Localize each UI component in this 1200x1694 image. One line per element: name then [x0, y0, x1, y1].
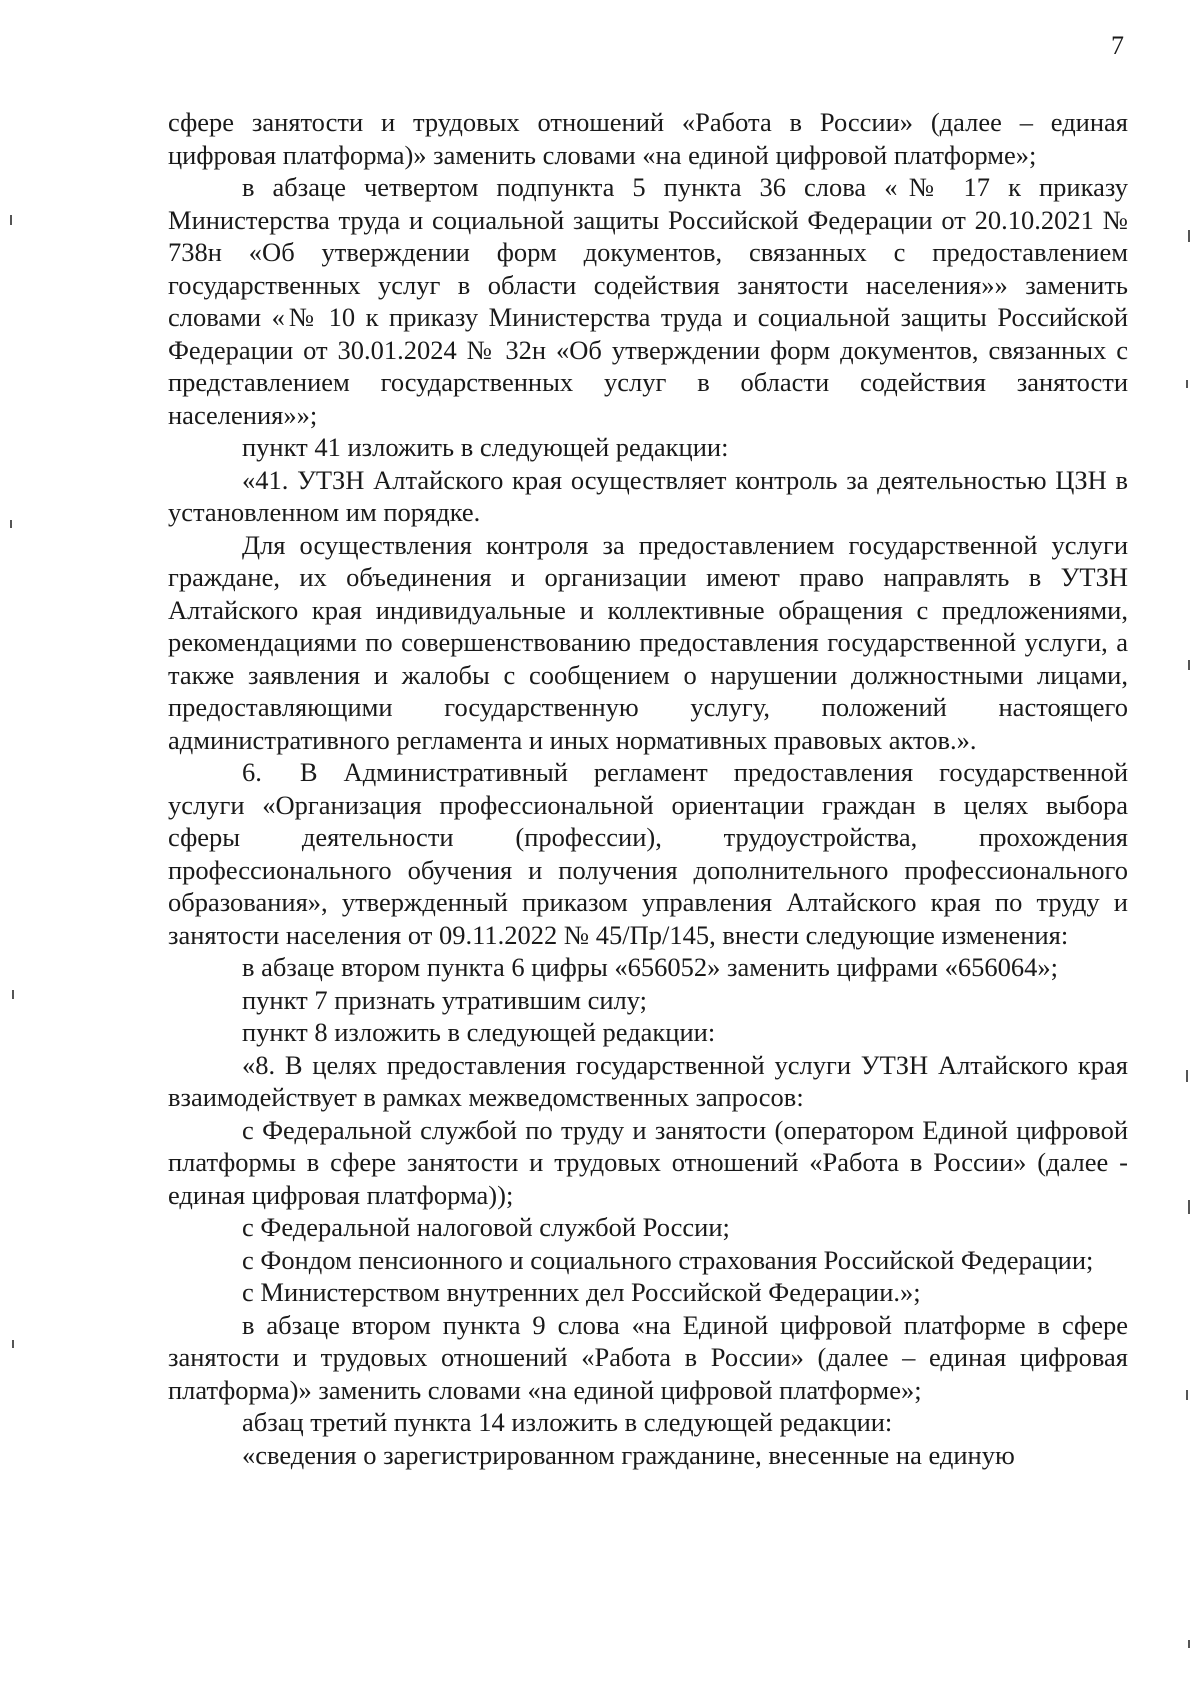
item-number: 6.	[242, 757, 262, 787]
paragraph: «8. В целях предоставления государственной услуги УТЗН Алтайского края взаимодействует в рамках межведомственных запросов:	[168, 1049, 1128, 1112]
paragraph: с Фондом пенсионного и социального страхования Российской Федерации;	[242, 1244, 1094, 1275]
numbered-paragraph	[168, 756, 1128, 951]
scan-mark	[1188, 1640, 1190, 1648]
paragraph: в абзаце втором пункта 6 цифры «656052» заменить цифрами «656064»;	[242, 952, 1058, 982]
scan-mark	[1188, 1200, 1190, 1214]
paragraph: «сведения о зарегистрированном гражданине, внесенные на единую	[242, 1439, 1015, 1470]
scan-mark	[1188, 660, 1190, 670]
scan-mark	[1186, 1390, 1188, 1400]
paragraph: с Федеральной налоговой службой России;	[242, 1212, 730, 1242]
paragraph: с Министерством внутренних дел Российской Федерации.»;	[242, 1277, 921, 1307]
scan-mark	[12, 990, 14, 999]
paragraph: в абзаце четвертом подпункта 5 пункта 36 слова «№ 17 к приказу Министерства труда и социальной защиты Российской Федерации от 20.10.2021 № 738н «Об утверждении форм документов, связанных с предоставлением государственных услуг в области содействия занятости населения»» заменить словами «№ 10 к приказу Министерства труда и социальной защиты Российской Федерации от 30.01.2024 № 32н «Об утверждении форм документов, связанных с представлением государственных услуг в области содействия занятости населения»»;	[168, 172, 1128, 430]
paragraph: сфере занятости и трудовых отношений «Работа в России» (далее – единая цифровая платформа)» заменить словами «на единой цифровой платформе»;	[168, 107, 1128, 170]
document-body	[168, 106, 1128, 1471]
paragraph: Для осуществления контроля за предоставлением государственной услуги граждане, их объединения и организации имеют право направлять в УТЗН Алтайского края индивидуальные и коллективные обращения с предложениями, рекомендациями по совершенствованию предоставления государственной услуги, а также заявления и жалобы с сообщением о нарушении должностными лицами, предоставляющими государственную услугу, положений настоящего административного регламента и иных нормативных правовых актов.».	[168, 529, 1128, 755]
paragraph: «41. УТЗН Алтайского края осуществляет контроль за деятельностью ЦЗН в установленном им порядке.	[168, 464, 1128, 527]
paragraph: пункт 7 признать утратившим силу;	[242, 984, 648, 1015]
paragraph: с Федеральной службой по труду и занятости (оператором Единой цифровой платформы в сфере занятости и трудовых отношений «Работа в России» (далее - единая цифровая платформа));	[168, 1114, 1128, 1210]
scan-mark	[1186, 380, 1188, 388]
scan-mark	[10, 520, 12, 528]
paragraph: пункт 41 изложить в следующей редакции:	[242, 432, 729, 462]
scan-mark	[12, 1340, 14, 1348]
paragraph: пункт 8 изложить в следующей редакции:	[242, 1017, 716, 1047]
scan-mark	[1186, 1070, 1188, 1082]
scan-mark	[1188, 230, 1190, 242]
scan-mark	[10, 215, 12, 225]
paragraph: абзац третий пункта 14 изложить в следующей редакции:	[242, 1407, 893, 1437]
page-number: 7	[1111, 31, 1124, 60]
paragraph-text: В Административный регламент предоставления государственной услуги «Организация профессиональной ориентации граждан в целях выбора сферы деятельности (профессии), трудоустройства, прохождения профессионального обучения и получения дополнительного профессионального образования», утвержденный приказом управления Алтайского края по труду и занятости населения от 09.11.2022 № 45/Пр/145, внести следующие изменения:	[168, 757, 1128, 950]
paragraph: в абзаце втором пункта 9 слова «на Единой цифровой платформе в сфере занятости и трудовых отношений «Работа в России» (далее – единая цифровая платформа)» заменить словами «на единой цифровой платформе»;	[168, 1309, 1128, 1405]
